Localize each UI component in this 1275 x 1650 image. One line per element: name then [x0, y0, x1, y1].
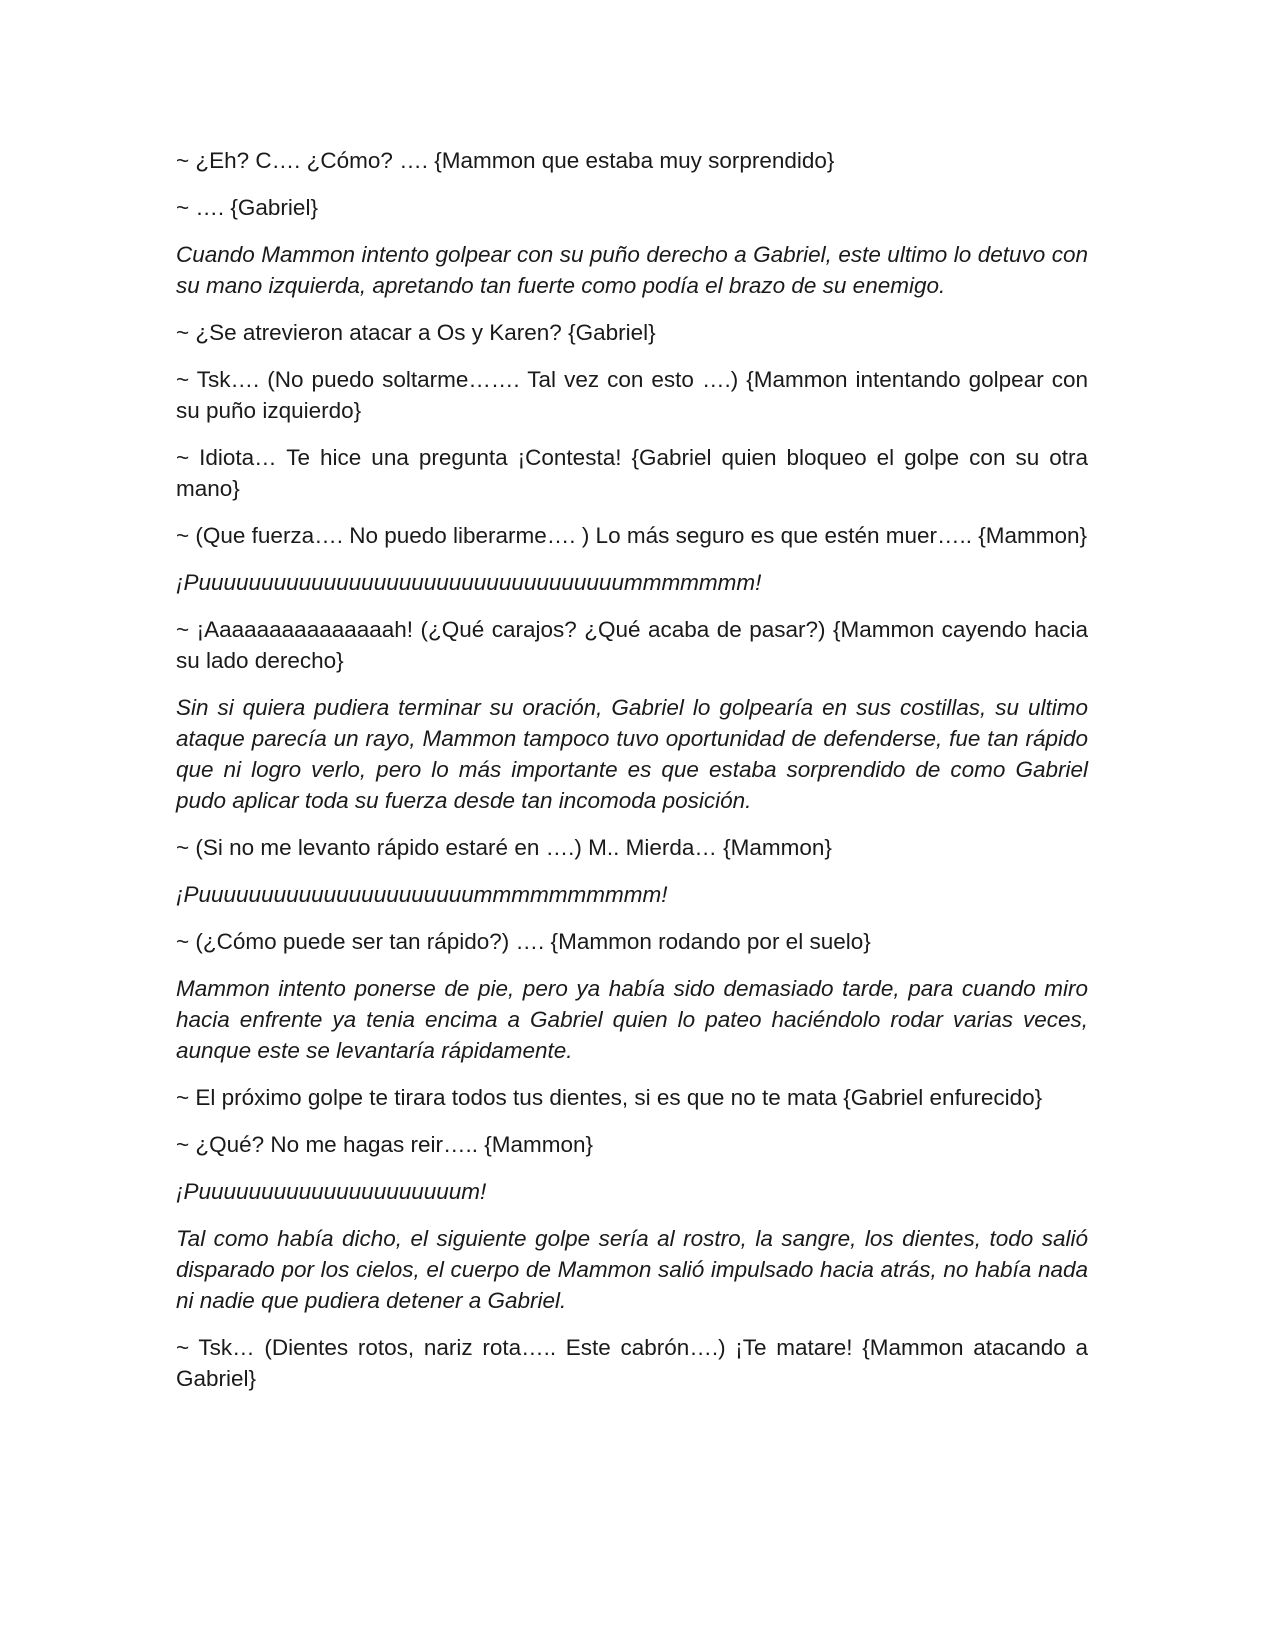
narration-paragraph: Sin si quiera pudiera terminar su oración, Gabriel lo golpearía en sus costillas, su ultimo ataque parecía un rayo, Mammon tampoco tuvo oportunidad de defenderse, fue tan rápido que ni logro verlo, pero lo más importante es que estaba sorprendido de como Gabriel pudo aplicar toda su fuerza desde tan incomoda posición.	[176, 695, 1088, 813]
sound-effect: ¡Puuuuuuuuuuuuuuuuuuuuuummmmmmmmmm!	[176, 882, 668, 907]
dialogue-line: ~ Tsk… (Dientes rotos, nariz rota….. Este cabrón….) ¡Te matare! {Mammon atacando a Gabriel}	[176, 1335, 1088, 1391]
dialogue-line: ~ (Si no me levanto rápido estaré en ….) M.. Mierda… {Mammon}	[176, 835, 832, 860]
narration-paragraph: Cuando Mammon intento golpear con su puño derecho a Gabriel, este ultimo lo detuvo con su mano izquierda, apretando tan fuerte como podía el brazo de su enemigo.	[176, 242, 1088, 298]
dialogue-line: ~ …. {Gabriel}	[176, 195, 318, 220]
dialogue-line: ~ ¿Qué? No me hagas reir….. {Mammon}	[176, 1132, 594, 1157]
sound-effect: ¡Puuuuuuuuuuuuuuuuuuuuum!	[176, 1179, 487, 1204]
dialogue-line: ~ Tsk…. (No puedo soltarme……. Tal vez con esto ….) {Mammon intentando golpear con su puño izquierdo}	[176, 367, 1088, 423]
dialogue-line: ~ ¡Aaaaaaaaaaaaaaah! (¿Qué carajos? ¿Qué acaba de pasar?) {Mammon cayendo hacia su lado derecho}	[176, 617, 1088, 673]
dialogue-line: ~ ¿Eh? C…. ¿Cómo? …. {Mammon que estaba muy sorprendido}	[176, 148, 835, 173]
dialogue-line: ~ Idiota… Te hice una pregunta ¡Contesta! {Gabriel quien bloqueo el golpe con su otra mano}	[176, 445, 1088, 501]
narration-paragraph: Mammon intento ponerse de pie, pero ya había sido demasiado tarde, para cuando miro hacia enfrente ya tenia encima a Gabriel quien lo pateo haciéndolo rodar varias veces, aunque este se levantaría rápidamente.	[176, 976, 1088, 1063]
dialogue-line: ~ ¿Se atrevieron atacar a Os y Karen? {Gabriel}	[176, 320, 656, 345]
narration-paragraph: Tal como había dicho, el siguiente golpe sería al rostro, la sangre, los dientes, todo salió disparado por los cielos, el cuerpo de Mammon salió impulsado hacia atrás, no había nada ni nadie que pudiera detener a Gabriel.	[176, 1226, 1088, 1313]
dialogue-line: ~ (Que fuerza…. No puedo liberarme…. ) Lo más seguro es que estén muer….. {Mammon}	[176, 523, 1088, 548]
page-body	[176, 145, 1088, 1410]
sound-effect: ¡Puuuuuuuuuuuuuuuuuuuuuuuuuuuuuuuuuummmmmmm!	[176, 570, 762, 595]
dialogue-line: ~ (¿Cómo puede ser tan rápido?) …. {Mammon rodando por el suelo}	[176, 929, 871, 954]
dialogue-line: ~ El próximo golpe te tirara todos tus dientes, si es que no te mata {Gabriel enfurecido}	[176, 1085, 1043, 1110]
